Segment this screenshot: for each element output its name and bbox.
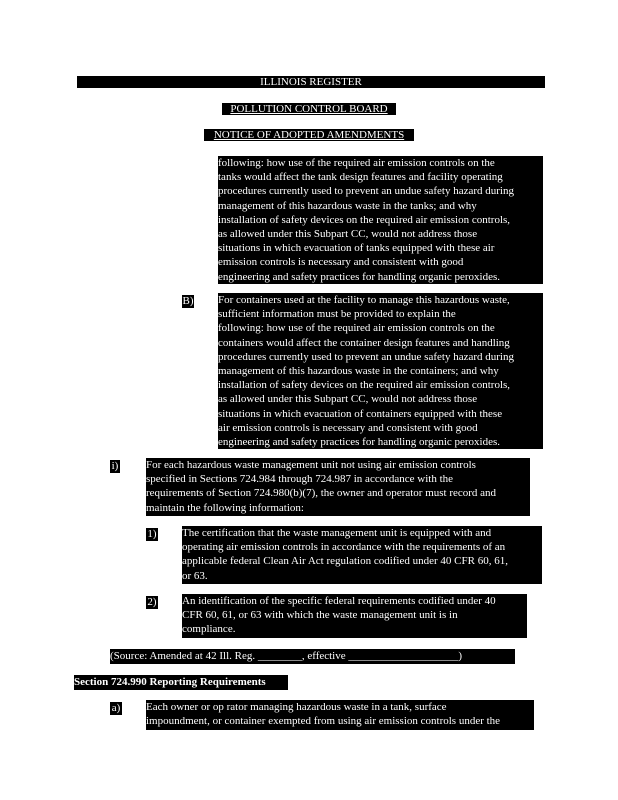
item-i-marker: i) (111, 460, 119, 472)
item-1-marker: 1) (147, 528, 157, 540)
item-2-marker: 2) (147, 596, 157, 608)
item-b-marker: B) (182, 295, 194, 307)
notice-header: NOTICE OF ADOPTED AMENDMENTS (204, 129, 414, 141)
item-1-paragraph: The certification that the waste management unit is equipped with and operating air emission controls in accordance with the requirements of an applicable federal Clean Air Act regulation codified under 40 CFR 60, 61, or 63. (182, 526, 542, 584)
continuation-paragraph: following: how use of the required air emission controls on the tanks would affect the tank design features and facility operating procedures currently used to prevent an undue safety hazard during management of this hazardous waste in the tanks; and why installation of safety devices on the required air emission controls, as allowed under this Subpart CC, would not address those situations in which evacuation of tanks equipped with these air emission controls is necessary and consistent with good engineering and safety practices for handling organic peroxides. (218, 156, 543, 284)
item-i-paragraph: For each hazardous waste management unit not using air emission controls specified in Sections 724.984 through 724.987 in accordance with the requirements of Section 724.980(b)(7), the owner and operator must record and maintain the following information: (146, 458, 530, 516)
item-a-paragraph: Each owner or op rator managing hazardous waste in a tank, surface impoundment, or container exempted from using air emission controls under the (146, 700, 534, 730)
item-a-marker: a) (111, 702, 121, 714)
item-b-paragraph: For containers used at the facility to manage this hazardous waste, sufficient information must be provided to explain the following: how use of the required air emission controls on the containers would affect the container design features and handling procedures currently used to prevent an undue safety hazard during management of this hazardous waste in the containers; and why installation of safety devices on the required air emission controls, as allowed under this Subpart CC, would not address those situations in which evacuation of containers equipped with these air emission controls is necessary and consistent with good engineering and safety practices for handling organic peroxides. (218, 293, 543, 449)
board-header: POLLUTION CONTROL BOARD (222, 103, 396, 115)
item-2-paragraph: An identification of the specific federal requirements codified under 40 CFR 60, 61, or 63 with which the waste management unit is in compliance. (182, 594, 527, 638)
section-heading: Section 724.990 Reporting Requirements (74, 675, 288, 690)
register-header: ILLINOIS REGISTER (77, 76, 545, 88)
source-note: (Source: Amended at 42 Ill. Reg. ________, effective ____________________) (110, 649, 515, 664)
